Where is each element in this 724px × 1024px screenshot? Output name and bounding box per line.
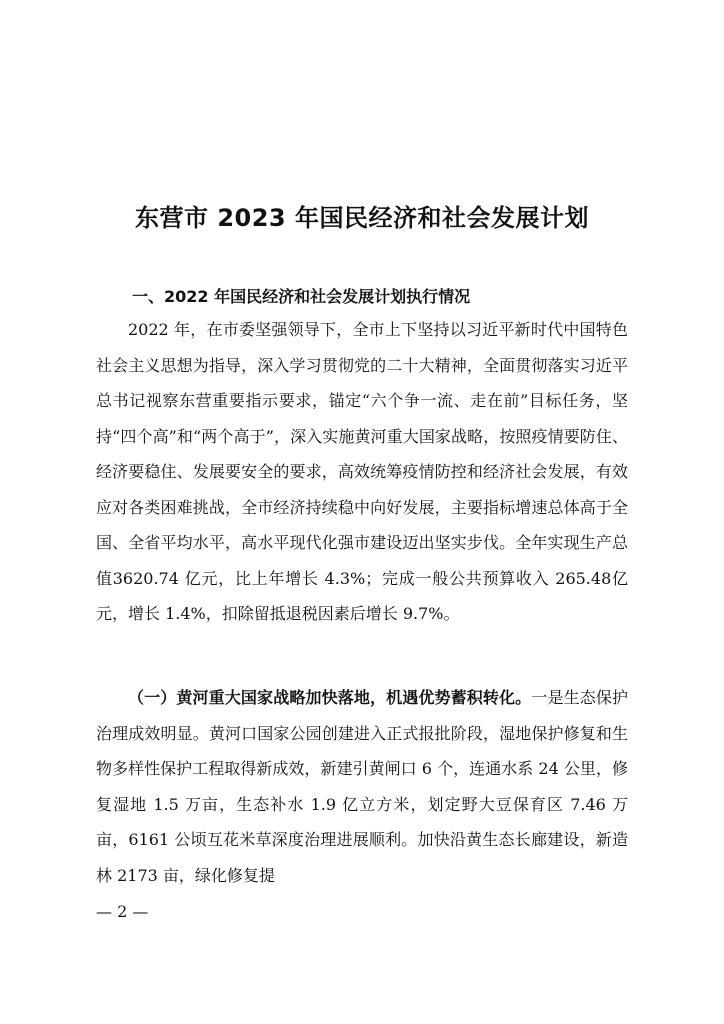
- document-title: 东营市 2023 年国民经济和社会发展计划: [134, 204, 589, 232]
- subsection-heading: （一）黄河重大国家战略加快落地，机遇优势蓄积转化。: [128, 688, 532, 707]
- body-paragraph-2: [96, 680, 628, 893]
- page-number: — 2 —: [96, 902, 149, 921]
- body-paragraph: 2022 年，在市委坚强领导下，全市上下坚持以习近平新时代中国特色社会主义思想为指导，深入学习贯彻党的二十大精神，全面贯彻落实习近平总书记视察东营重要指示要求，锚定“六个争一流、走在前”目标任务，坚持“四个高”和“两个高于”，深入实施黄河重大国家战略，按照疫情要防住、经济要稳住、发展要安全的要求，高效统筹疫情防控和经济社会发展，有效应对各类困难挑战，全市经济持续稳中向好发展，主要指标增速总体高于全国、全省平均水平，高水平现代化强市建设迈出坚实步伐。全年实现生产总值3620.74 亿元，比上年增长 4.3%；完成一般公共预算收入 265.48亿元，增长 1.4%，扣除留抵退税因素后增长 9.7%。: [96, 320, 628, 623]
- section-heading: 一、2022 年国民经济和社会发展计划执行情况: [132, 287, 471, 306]
- subsection-text: 一是生态保护治理成效明显。黄河口国家公园创建进入正式报批阶段，湿地保护修复和生物多样性保护工程取得新成效，新建引黄闸口 6 个，连通水系 24 公里，修复湿地 1.5 万亩，生态补水 1.9 亿立方米，划定野大豆保育区 7.46 万亩，6161 公顷互花米草深度治理进展顺利。加快沿黄生态长廊建设，新造林 2173 亩，绿化修复提: [96, 688, 628, 885]
